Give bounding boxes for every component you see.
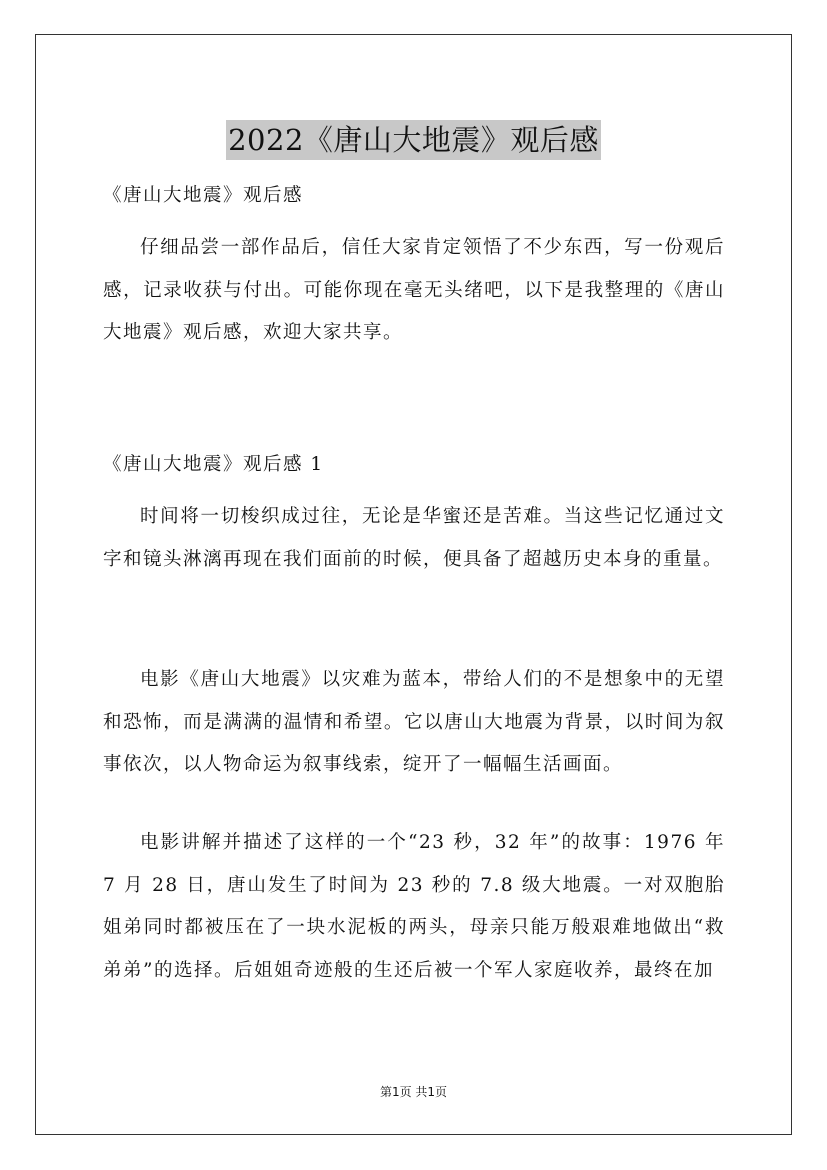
page-footer: 第1页 共1页 (379, 1085, 448, 1099)
subheading-intro: 《唐山大地震》观后感 (103, 185, 304, 206)
intro-paragraph: 仔细品尝一部作品后，信任大家肯定领悟了不少东西，写一份观后感，记录收获与付出。可能你现在毫无头绪吧，以下是我整理的《唐山大地震》观后感，欢迎大家共享。 (103, 237, 725, 343)
body-paragraph-1: 时间将一切梭织成过往，无论是华蜜还是苦难。当这些记忆通过文字和镜头淋漓再现在我们面前的时候，便具备了超越历史本身的重量。 (103, 506, 725, 570)
document-title: 2022《唐山大地震》观后感 (226, 120, 601, 160)
subheading-section-1: 《唐山大地震》观后感 1 (103, 454, 324, 475)
title-container (0, 101, 827, 180)
body-paragraph-2: 电影《唐山大地震》以灾难为蓝本，带给人们的不是想象中的无望和恐怖，而是满满的温情和希望。它以唐山大地震为背景，以时间为叙事依次，以人物命运为叙事线索，绽开了一幅幅生活画面。 (103, 669, 725, 775)
body-paragraph-3: 电影讲解并描述了这样的一个“23 秒，32 年”的故事：1976 年 7 月 28 日，唐山发生了时间为 23 秒的 7.8 级大地震。一对双胞胎姐弟同时都被压在了一块水泥板的两头，母亲只能万般艰难地做出“救弟弟”的选择。后姐姐奇迹般的生还后被一个军人家庭收养，最终在加 (103, 832, 725, 981)
